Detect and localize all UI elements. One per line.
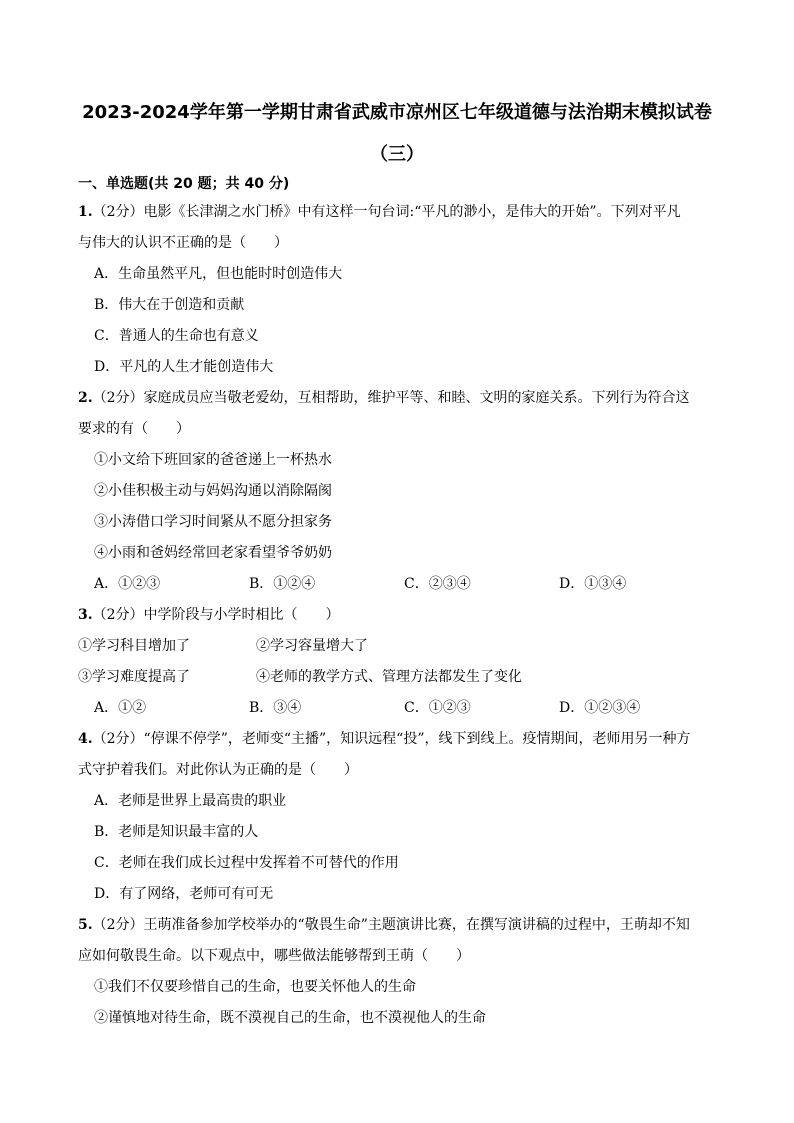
question-score: （2分） xyxy=(92,389,144,406)
question-4 xyxy=(78,723,716,909)
question-number: 4. xyxy=(78,730,93,747)
statement-2: ②学习容量增大了 xyxy=(256,637,368,654)
option-c: C．老师在我们成长过程中发挥着不可替代的作用 xyxy=(94,854,399,871)
question-stem-continued: 应如何敬畏生命。以下观点中，哪些做法能够帮到王萌（ ） xyxy=(78,947,470,964)
question-number: 1. xyxy=(78,203,93,220)
statement-4: ④老师的教学方式、管理方法都发生了变化 xyxy=(256,668,522,685)
question-stem xyxy=(78,196,716,227)
question-score: （2分） xyxy=(92,606,144,623)
statement-1: ①我们不仅要珍惜自己的生命，也要关怀他人的生命 xyxy=(94,978,416,995)
option-a: A．①②③ xyxy=(94,575,161,592)
option-d: D．①③④ xyxy=(559,575,627,592)
option-b: B．老师是知识最丰富的人 xyxy=(94,823,259,840)
question-stem-continued: 与伟大的认识不正确的是（ ） xyxy=(78,234,288,251)
statement-2: ②小佳积极主动与妈妈沟通以消除隔阂 xyxy=(94,482,332,499)
statement-row xyxy=(78,630,716,661)
question-1 xyxy=(78,196,716,382)
question-5 xyxy=(78,909,716,1033)
option-d: D．①②③④ xyxy=(559,699,641,716)
question-number: 5. xyxy=(78,916,93,933)
option-d: D．平凡的人生才能创造伟大 xyxy=(94,358,274,375)
statement-1: ①小文给下班回家的爸爸递上一杯热水 xyxy=(94,451,332,468)
option-b: B．①②④ xyxy=(249,575,316,592)
section-heading: 一、单选题(共 20 题；共 40 分) xyxy=(78,176,290,192)
question-stem-continued: 要求的有（ ） xyxy=(78,420,190,437)
statement-1: ①学习科目增加了 xyxy=(78,637,190,654)
question-2 xyxy=(78,382,716,599)
option-a: A．生命虽然平凡，但也能时时创造伟大 xyxy=(94,265,343,282)
option-c: C．①②③ xyxy=(404,699,471,716)
option-b: B．伟大在于创造和贡献 xyxy=(94,296,245,313)
options-row xyxy=(78,568,716,599)
question-stem-text: “停课不停学”，老师变“主播”，知识远程“投”，线下到线上。疫情期间，老师用另一种方 xyxy=(143,730,691,747)
exam-title: 2023-2024学年第一学期甘肃省武威市凉州区七年级道德与法治期末模拟试卷 xyxy=(82,102,712,123)
option-a: A．①② xyxy=(94,699,147,716)
exam-title-subtitle: （三） xyxy=(370,144,424,165)
option-a: A．老师是世界上最高贵的职业 xyxy=(94,792,287,809)
statement-2: ②谨慎地对待生命，既不漠视自己的生命，也不漠视他人的生命 xyxy=(94,1009,486,1026)
option-c: C．②③④ xyxy=(404,575,471,592)
question-score: （2分） xyxy=(92,203,144,220)
question-stem-text: 家庭成员应当敬老爱幼，互相帮助，维护平等、和睦、文明的家庭关系。下列行为符合这 xyxy=(143,389,690,406)
question-stem-text: 电影《长津湖之水门桥》中有这样一句台词:“平凡的渺小，是伟大的开始”。下列对平凡 xyxy=(143,203,681,220)
question-stem-text: 中学阶段与小学时相比（ ） xyxy=(143,606,340,623)
statement-row xyxy=(78,661,716,692)
question-stem-text: 王萌准备参加学校举办的“敬畏生命”主题演讲比赛，在撰写演讲稿的过程中，王萌却不知 xyxy=(143,916,690,933)
question-stem xyxy=(78,909,716,940)
statement-3: ③小涛借口学习时间紧从不愿分担家务 xyxy=(94,513,332,530)
question-score: （2分） xyxy=(92,730,144,747)
question-3 xyxy=(78,599,716,723)
option-d: D．有了网络，老师可有可无 xyxy=(94,885,274,902)
question-number: 3. xyxy=(78,606,93,623)
option-c: C．普通人的生命也有意义 xyxy=(94,327,259,344)
question-stem xyxy=(78,599,716,630)
question-stem xyxy=(78,723,716,754)
question-score: （2分） xyxy=(92,916,144,933)
options-row xyxy=(78,692,716,723)
question-stem xyxy=(78,382,716,413)
option-b: B．③④ xyxy=(249,699,302,716)
question-number: 2. xyxy=(78,389,93,406)
statement-4: ④小雨和爸妈经常回老家看望爷爷奶奶 xyxy=(94,544,332,561)
statement-3: ③学习难度提高了 xyxy=(78,668,190,685)
question-stem-continued: 式守护着我们。对此你认为正确的是（ ） xyxy=(78,761,358,778)
